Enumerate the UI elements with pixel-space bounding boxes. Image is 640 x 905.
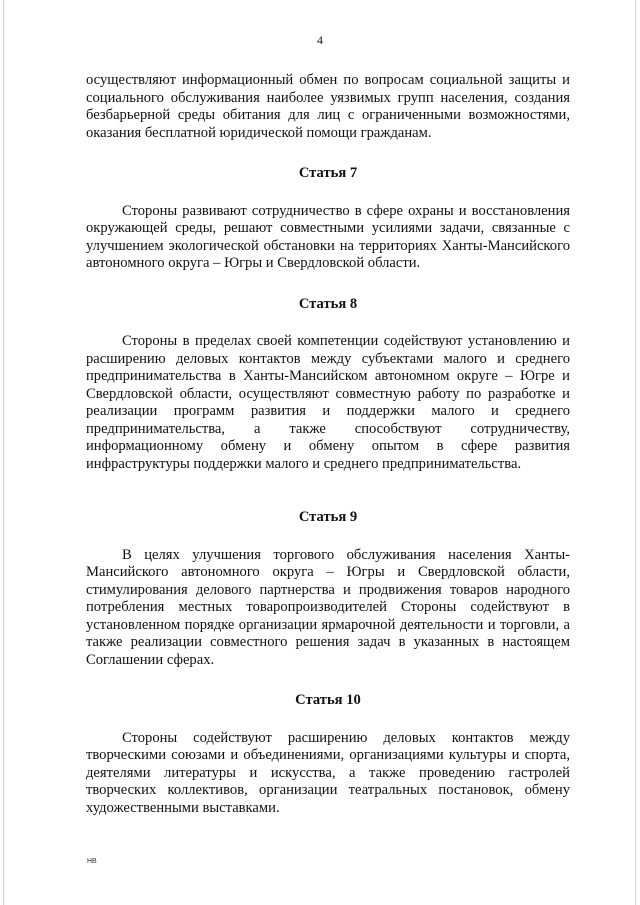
article-8-text: Стороны в пределах своей компетенции содействуют установлению и расширению деловых контактов между субъектами малого и среднего предпринимательства в Ханты-Мансийском автономном округе – Югре и Свердловской области, осуществляют совместную работу по разработке и реализации программ развития и поддержки малого и среднего предпринимательства, а также способствуют сотрудничеству, информационному обмену и обмену опытом в сфере развития инфраструктуры поддержки малого и среднего предпринимательства. <box>86 333 570 472</box>
article-7-text: Стороны развивают сотрудничество в сфере охраны и восстановления окружающей среды, решают совместными усилиями задачи, связанные с улучшением экологической обстановки на территориях Ханты-Мансийского автономного округа – Югры и Свердловской области. <box>86 202 570 271</box>
article-10-heading: Статья 10 <box>295 692 361 708</box>
scan-edge-left <box>3 0 4 905</box>
article-9-text: В целях улучшения торгового обслуживания населения Ханты-Мансийского автономного округа – Югры и Свердловской области, стимулирования делового партнерства и продвижения товаров народного потребления местных товаропроизводителей Стороны содействуют в установленном порядке организации ярмарочной деятельности и торговли, а также реализации совместного решения задач в указанных в настоящем Соглашении сферах. <box>86 546 570 668</box>
footer-mark: НВ <box>87 858 97 865</box>
intro-paragraph: осуществляют информационный обмен по вопросам социальной защиты и социального обслуживания наиболее уязвимых групп населения, создания безбарьерной среды обитания для лиц с ограниченными возможностями, оказания бесплатной юридической помощи гражданам. <box>86 72 570 141</box>
article-8-heading: Статья 8 <box>298 295 358 312</box>
scan-edge-right <box>635 0 636 905</box>
article-10-text: Стороны содействуют расширению деловых контактов между творческими союзами и объединениями, организациями культуры и спорта, деятелями литературы и искусства, а также проведению гастролей творческих коллективов, организации театральных постановок, обмену художественными выставками. <box>86 729 570 816</box>
document-body <box>86 72 570 817</box>
page-number: 4 <box>317 33 323 47</box>
article-9-heading: Статья 9 <box>298 509 358 525</box>
article-7-heading: Статья 7 <box>298 165 358 181</box>
